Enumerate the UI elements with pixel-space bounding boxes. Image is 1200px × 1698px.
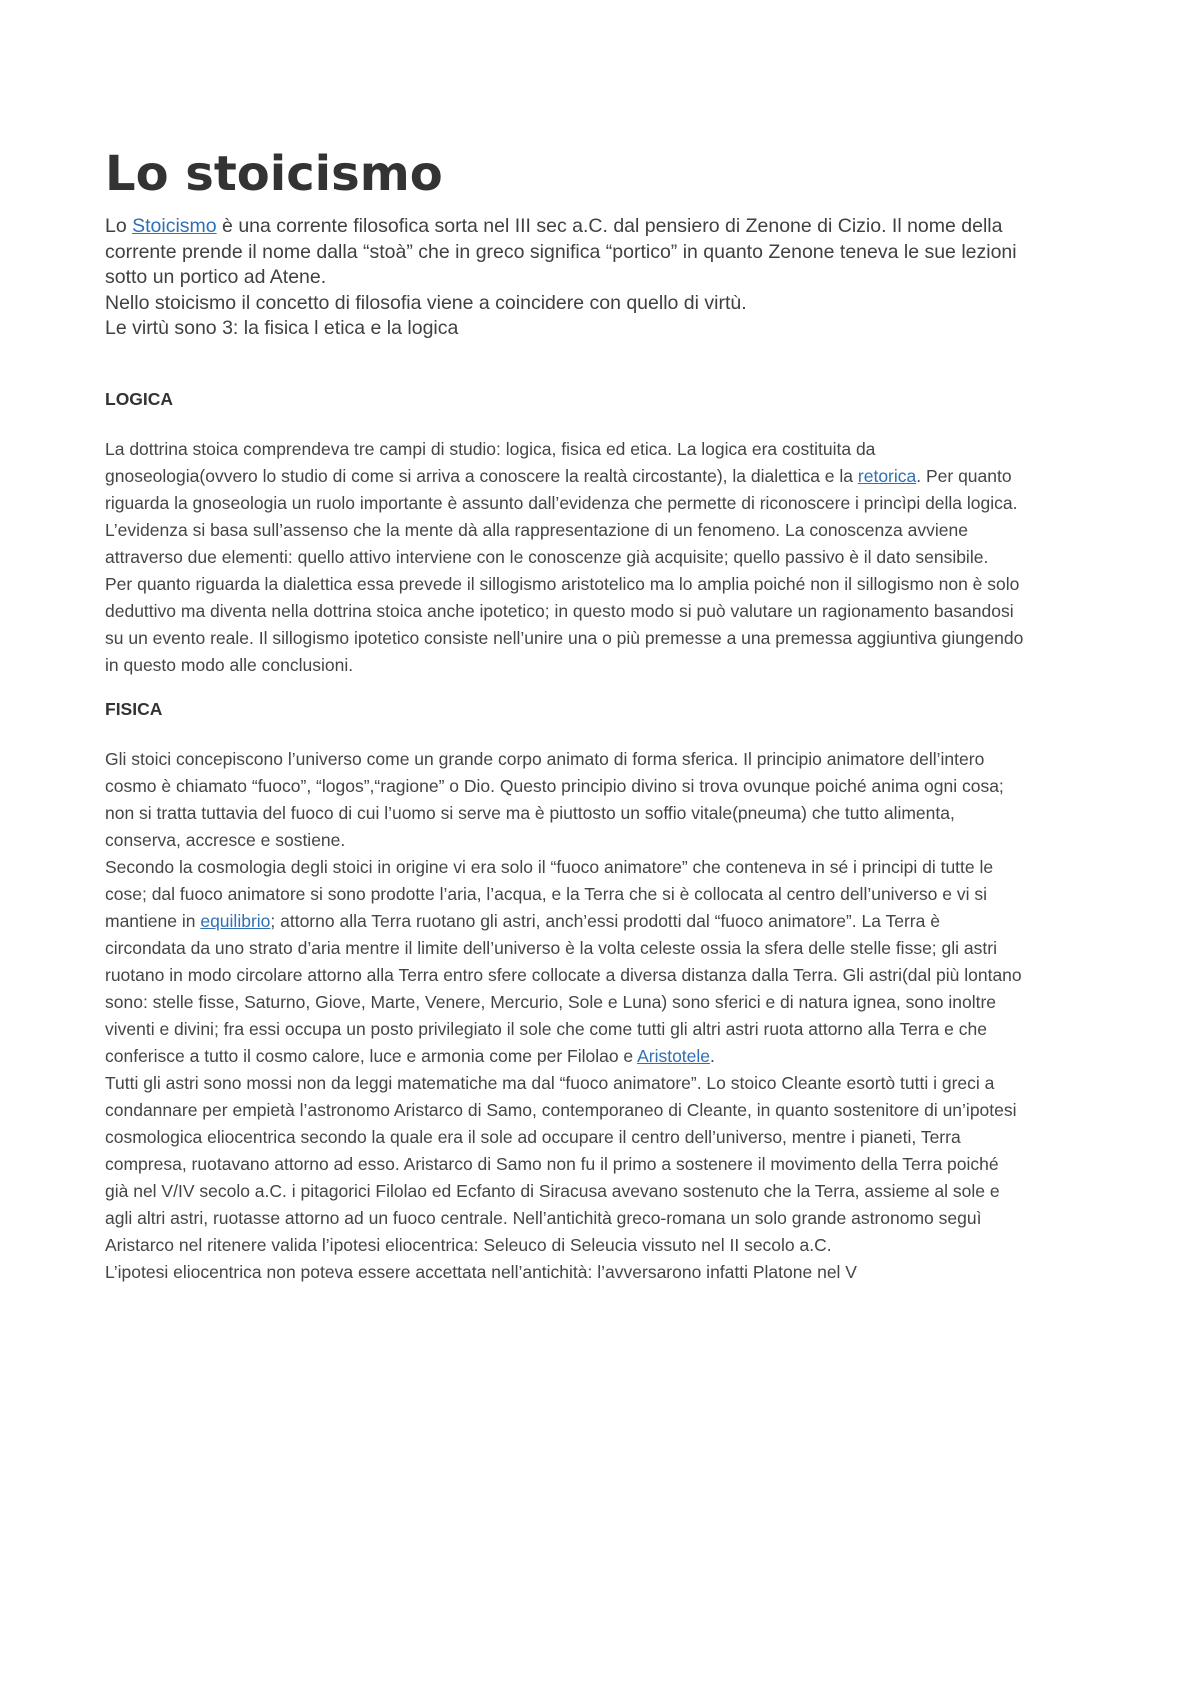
- intro-text-after: è una corrente filosofica sorta nel III sec a.C. dal pensiero di Zenone di Cizio. Il nome della corrente prende il nome dalla “stoà” che in greco significa “portico” in quanto Zenone teneva le sue lezioni sotto un portico ad Atene.: [105, 215, 1017, 288]
- equilibrio-link[interactable]: equilibrio: [200, 910, 271, 931]
- logica-paragraph-2: Per quanto riguarda la dialettica essa prevede il sillogismo aristotelico ma lo amplia poiché non il sillogismo non è solo deduttivo ma diventa nella dottrina stoica anche ipotetico; in questo modo si può valutare un ragionamento basandosi su un evento reale. Il sillogismo ipotetico consiste nell’unire una o più premesse a una premessa aggiuntiva giungendo in questo modo alle conclusioni.: [105, 573, 1024, 675]
- aristotele-link[interactable]: Aristotele: [637, 1045, 711, 1066]
- intro-virtue-paragraph: Nello stoicismo il concetto di filosofia viene a coincidere con quello di virtù.: [105, 291, 747, 314]
- logica-section: [105, 436, 1025, 679]
- intro-text-before: Lo: [105, 215, 133, 237]
- fisica-text-middle: ; attorno alla Terra ruotano gli astri, anch’essi prodotti dal “fuoco animatore”. La Terra è circondata da uno strato d’aria mentre il limite dell’universo è la volta celeste ossia la sfera delle stelle fisse; gli astri ruotano in modo circolare attorno alla Terra entro sfere collocate a diversa distanza dalla Terra. Gli astri(dal più lontano sono: stelle fisse, Saturno, Giove, Marte, Venere, Mercurio, Sole e Luna) sono sferici e di natura ignea, sono inoltre viventi e divini; fra essi occupa un posto privilegiato il sole che come tutti gli altri astri ruota attorno alla Terra e che conferisce a tutto il cosmo calore, luce e armonia come per Filolao e: [105, 910, 1022, 1066]
- logica-text-after: . Per quanto riguarda la gnoseologia un ruolo importante è assunto dall’evidenza che permette di riconoscere i princìpi della logica. L’evidenza si basa sull’assenso che la mente dà alla rappresentazione di un fenomeno. La conoscenza avviene attraverso due elementi: quello attivo interviene con le conoscenze già acquisite; quello passivo è il dato sensibile.: [105, 465, 1018, 567]
- fisica-section: [105, 746, 1025, 1286]
- intro-section: [105, 214, 1025, 342]
- logica-paragraph-1: [105, 436, 1025, 571]
- fisica-paragraph-2: [105, 854, 1025, 1070]
- logica-text-before: La dottrina stoica comprendeva tre campi di studio: logica, fisica ed etica. La logica era costituita da gnoseologia(ovvero lo studio di come si arriva a conoscere la realtà circostante), la dialettica e la: [105, 438, 876, 486]
- fisica-paragraph-1: Gli stoici concepiscono l’universo come un grande corpo animato di forma sferica. Il principio animatore dell’intero cosmo è chiamato “fuoco”, “logos”,“ragione” o Dio. Questo principio divino si trova ovunque poiché anima ogni cosa; non si tratta tuttavia del fuoco di cui l’uomo si serve ma è piuttosto un soffio vitale(pneuma) che tutto alimenta, conserva, accresce e sostiene.: [105, 748, 1004, 850]
- fisica-text-before: Secondo la cosmologia degli stoici in origine vi era solo il “fuoco animatore” che conteneva in sé i principi di tutte le cose; dal fuoco animatore si sono prodotte l’aria, l’acqua, e la Terra che si è collocata al centro dell’universo e vi si mantiene in: [105, 856, 994, 931]
- retorica-link[interactable]: retorica: [857, 465, 917, 486]
- intro-paragraph: [105, 214, 1025, 291]
- fisica-heading: FISICA: [105, 698, 163, 719]
- document-title: Lo stoicismo: [105, 146, 443, 202]
- fisica-text-after: .: [710, 1045, 715, 1066]
- document-page: [105, 140, 1025, 1286]
- fisica-paragraph-3: Tutti gli astri sono mossi non da leggi matematiche ma dal “fuoco animatore”. Lo stoico Cleante esortò tutti i greci a condannare per empietà l’astronomo Aristarco di Samo, contemporaneo di Cleante, in quanto sostenitore di un’ipotesi cosmologica eliocentrica secondo la quale era il sole ad occupare il centro dell’universo, mentre i pianeti, Terra compresa, ruotavano attorno ad esso. Aristarco di Samo non fu il primo a sostenere il movimento della Terra poiché già nel V/IV secolo a.C. i pitagorici Filolao ed Ecfanto di Siracusa avevano sostenuto che la Terra, assieme al sole e agli altri astri, ruotasse attorno ad un fuoco centrale. Nell’antichità greco-romana un solo grande astronomo seguì Aristarco nel ritenere valida l’ipotesi eliocentrica: Seleuco di Seleucia vissuto nel II secolo a.C.: [105, 1072, 1017, 1255]
- fisica-paragraph-4: L’ipotesi eliocentrica non poteva essere accettata nell’antichità: l’avversarono infatti Platone nel V: [105, 1261, 857, 1282]
- logica-heading: LOGICA: [105, 388, 174, 409]
- stoicismo-link[interactable]: Stoicismo: [132, 215, 217, 237]
- intro-virtue-count-paragraph: Le virtù sono 3: la fisica l etica e la logica: [105, 317, 459, 339]
